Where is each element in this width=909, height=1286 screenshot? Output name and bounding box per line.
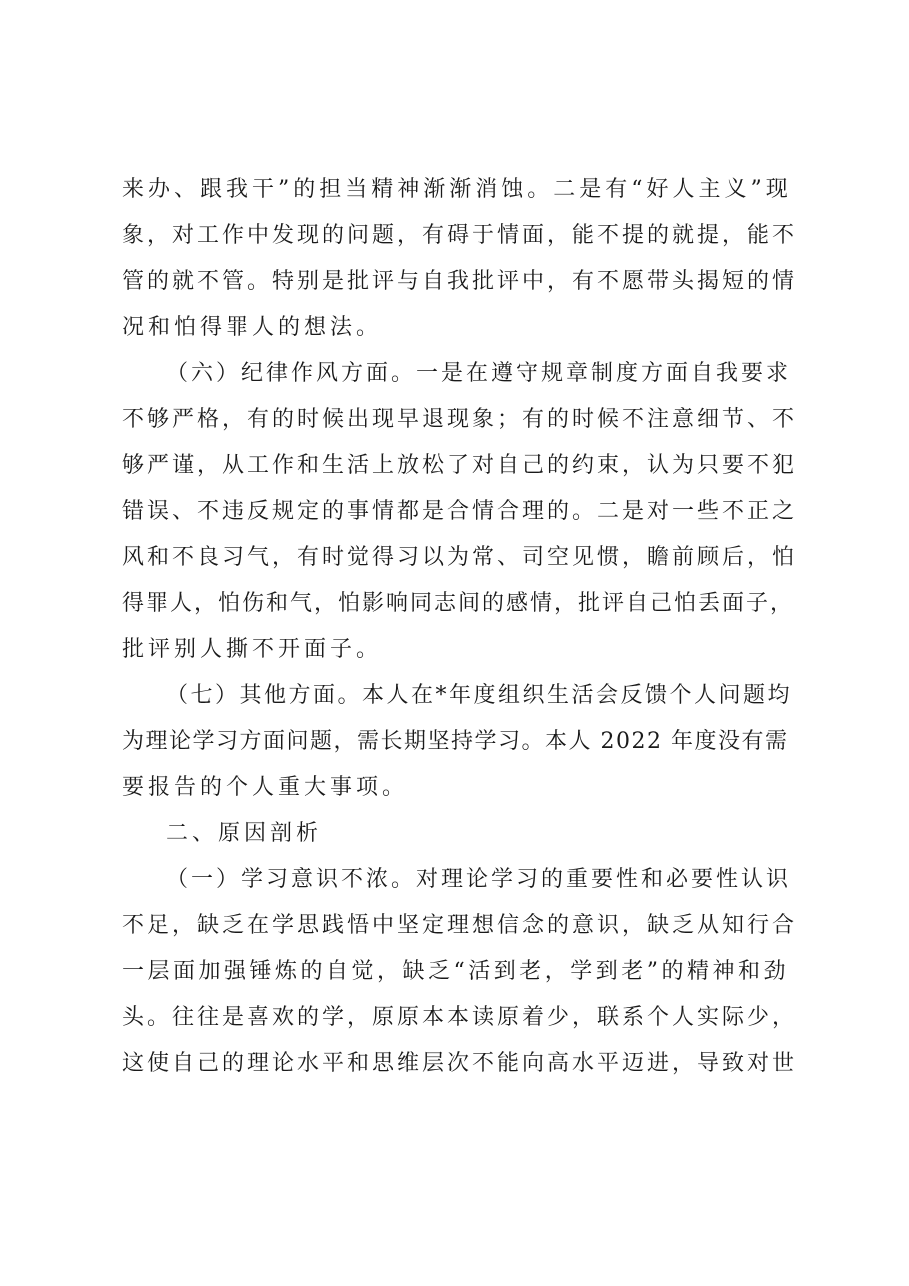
text-line: 况和怕得罪人的想法。 [122,315,383,340]
document-body [122,167,802,1087]
text-line: 管的就不管。特别是批评与自我批评中，有不愿带头揭短的情 [122,269,798,294]
text-line: 象，对工作中发现的问题，有碍于情面，能不提的就提，能不 [122,223,798,248]
text-line: 一层面加强锤炼的自觉，缺乏“活到老，学到老”的精神和劲 [122,959,789,984]
text-line: 要报告的个人重大事项。 [122,775,409,800]
text-line: 错误、不违反规定的事情都是合情合理的。二是对一些不正之 [122,499,798,524]
text-line: 来办、跟我干”的担当精神渐渐消蚀。二是有“好人主义”现 [122,177,792,202]
text-line: 批评别人撕不开面子。 [122,637,383,662]
text-line: 为理论学习方面问题，需长期坚持学习。本人 2022 年度没有需 [122,729,789,754]
text-line: 风和不良习气，有时觉得习以为常、司空见惯，瞻前顾后，怕 [122,545,798,570]
text-line: 得罪人，怕伤和气，怕影响同志间的感情，批评自己怕丢面子， [122,591,795,616]
paragraph-discipline [122,351,802,673]
paragraph-responsibility-continued [122,167,802,351]
text-line: （一）学习意识不浓。对理论学习的重要性和必要性认识 [166,867,792,892]
paragraph-other-aspects [122,673,802,811]
paragraph-study-awareness [122,857,802,1087]
text-line: 够严谨，从工作和生活上放松了对自己的约束，认为只要不犯 [122,453,798,478]
text-line: 不足，缺乏在学思践悟中坚定理想信念的意识，缺乏从知行合 [122,913,798,938]
text-line: 头。往往是喜欢的学，原原本本读原着少，联系个人实际少， [122,1005,798,1030]
section-heading: 二、原因剖析 [166,821,323,846]
text-line: （七）其他方面。本人在*年度组织生活会反馈个人问题均 [166,683,793,708]
section-heading-cause-analysis [122,811,802,857]
text-line: 这使自己的理论水平和思维层次不能向高水平迈进，导致对世 [122,1051,798,1076]
text-line: 不够严格，有的时候出现早退现象；有的时候不注意细节、不 [122,407,798,432]
text-line: （六）纪律作风方面。一是在遵守规章制度方面自我要求 [166,361,792,386]
